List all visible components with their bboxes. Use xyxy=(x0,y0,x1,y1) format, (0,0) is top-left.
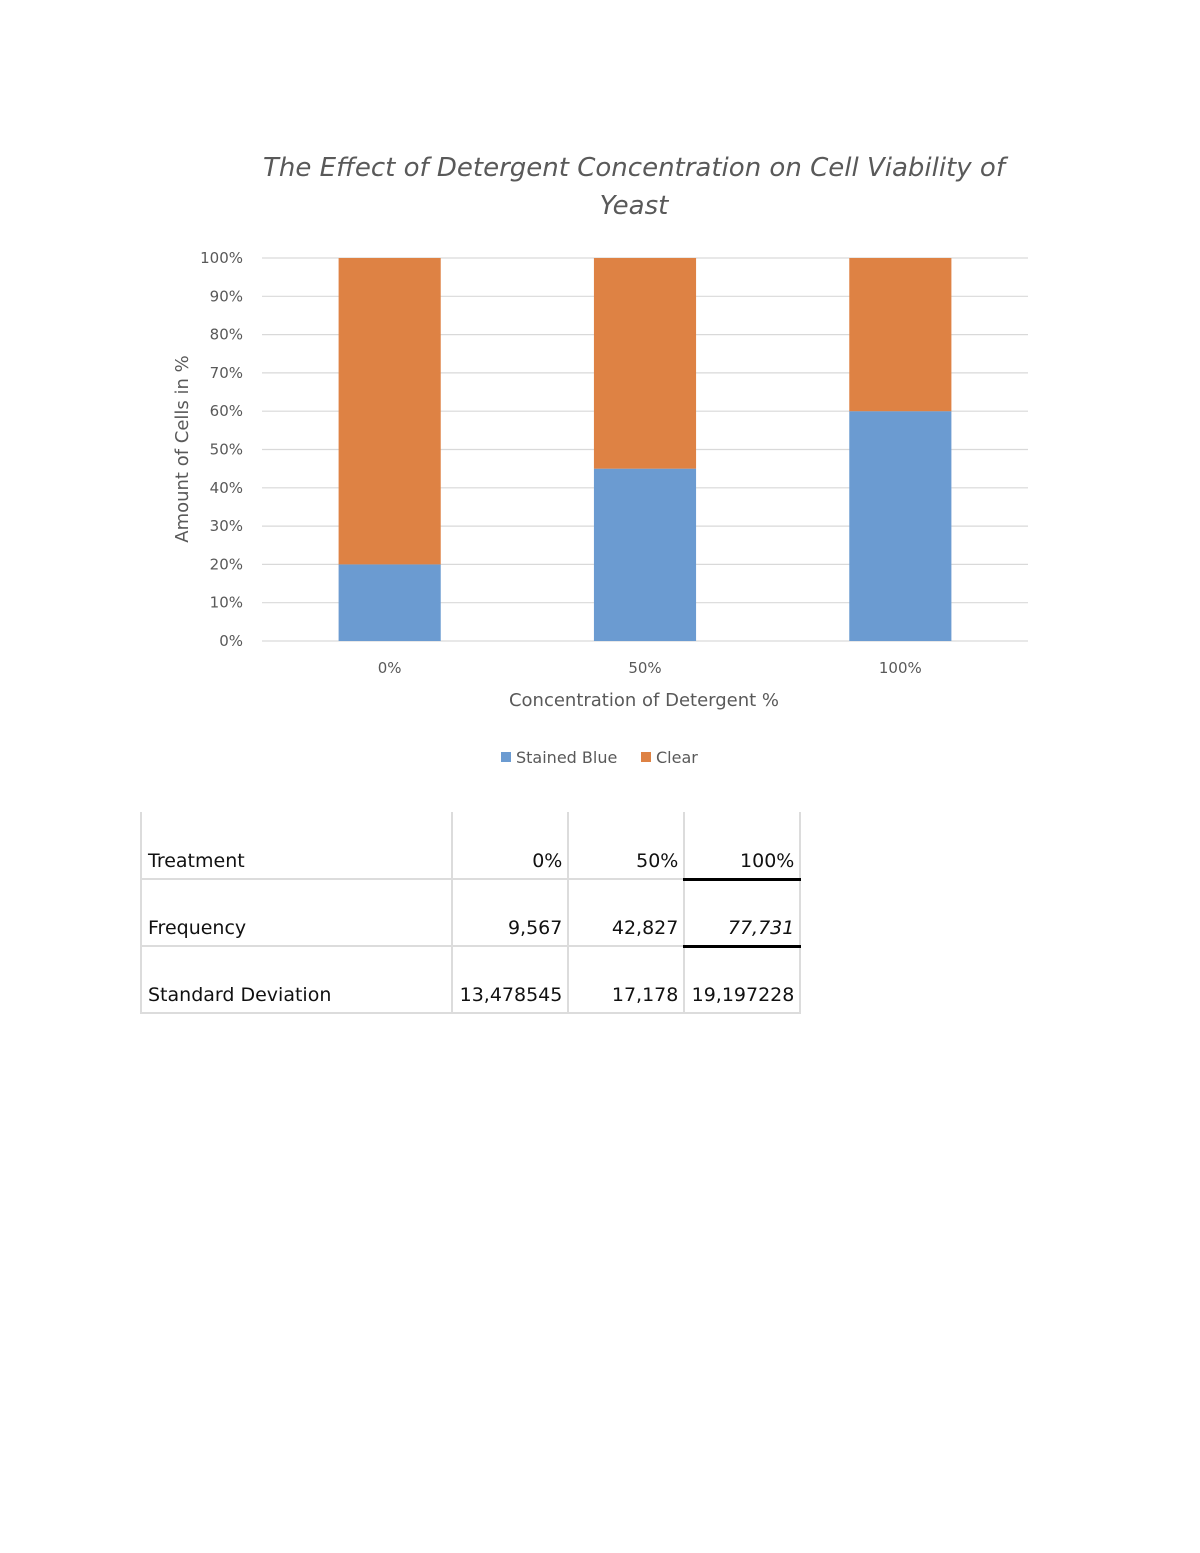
y-tick-label: 50% xyxy=(209,440,243,459)
chart-title-line-2: Yeast xyxy=(599,191,669,221)
y-tick-label: 40% xyxy=(209,478,243,497)
table-cell: 13,478545 xyxy=(452,946,568,1013)
table-cell: 77,731 xyxy=(684,879,800,946)
bar-segment xyxy=(339,564,441,641)
table-row-label: Standard Deviation xyxy=(141,946,336,1013)
table-row xyxy=(141,879,800,946)
data-table xyxy=(140,812,801,1014)
table-cell-empty xyxy=(336,879,452,946)
y-tick-label: 70% xyxy=(209,363,243,382)
chart-title-line-1: The Effect of Detergent Concentration on Cell Viability of xyxy=(263,153,1005,183)
bar-segment xyxy=(849,411,951,641)
bar-segment xyxy=(594,469,696,641)
x-tick-label: 0% xyxy=(377,659,402,677)
x-tick-label: 100% xyxy=(878,659,922,677)
y-tick-label: 80% xyxy=(209,325,243,344)
legend xyxy=(501,748,698,767)
bar-segment xyxy=(849,258,951,411)
table-cell-empty xyxy=(336,812,452,879)
legend-label: Stained Blue xyxy=(516,748,618,767)
y-tick-label: 90% xyxy=(209,287,243,306)
table-cell-empty xyxy=(336,946,452,1013)
x-axis-ticks xyxy=(378,659,922,677)
y-tick-label: 30% xyxy=(209,517,243,536)
y-axis-label: Amount of Cells in % xyxy=(172,355,193,543)
bar-segment xyxy=(594,258,696,469)
table-row xyxy=(141,946,800,1013)
table-row xyxy=(141,812,800,879)
y-tick-label: 60% xyxy=(209,402,243,421)
table-cell: 0% xyxy=(452,812,568,879)
table-cell: 42,827 xyxy=(568,879,684,946)
legend-label: Clear xyxy=(656,748,698,767)
table-cell: 50% xyxy=(568,812,684,879)
table-cell: 100% xyxy=(684,812,800,879)
y-tick-label: 10% xyxy=(209,593,243,612)
legend-swatch xyxy=(501,752,511,762)
y-tick-label: 0% xyxy=(219,632,243,650)
table-cell: 17,178 xyxy=(568,946,684,1013)
y-tick-label: 100% xyxy=(200,249,243,267)
table-cell: 19,197228 xyxy=(684,946,800,1013)
x-tick-label: 50% xyxy=(628,659,662,677)
bar-segment xyxy=(339,258,441,564)
x-axis-label: Concentration of Detergent % xyxy=(508,690,780,711)
table-cell: 9,567 xyxy=(452,879,568,946)
y-axis-ticks xyxy=(200,249,243,650)
legend-swatch xyxy=(641,752,651,762)
y-tick-label: 20% xyxy=(209,555,243,574)
bars xyxy=(339,258,952,641)
table-row-label: Treatment xyxy=(141,812,336,879)
table-row-label: Frequency xyxy=(141,879,336,946)
